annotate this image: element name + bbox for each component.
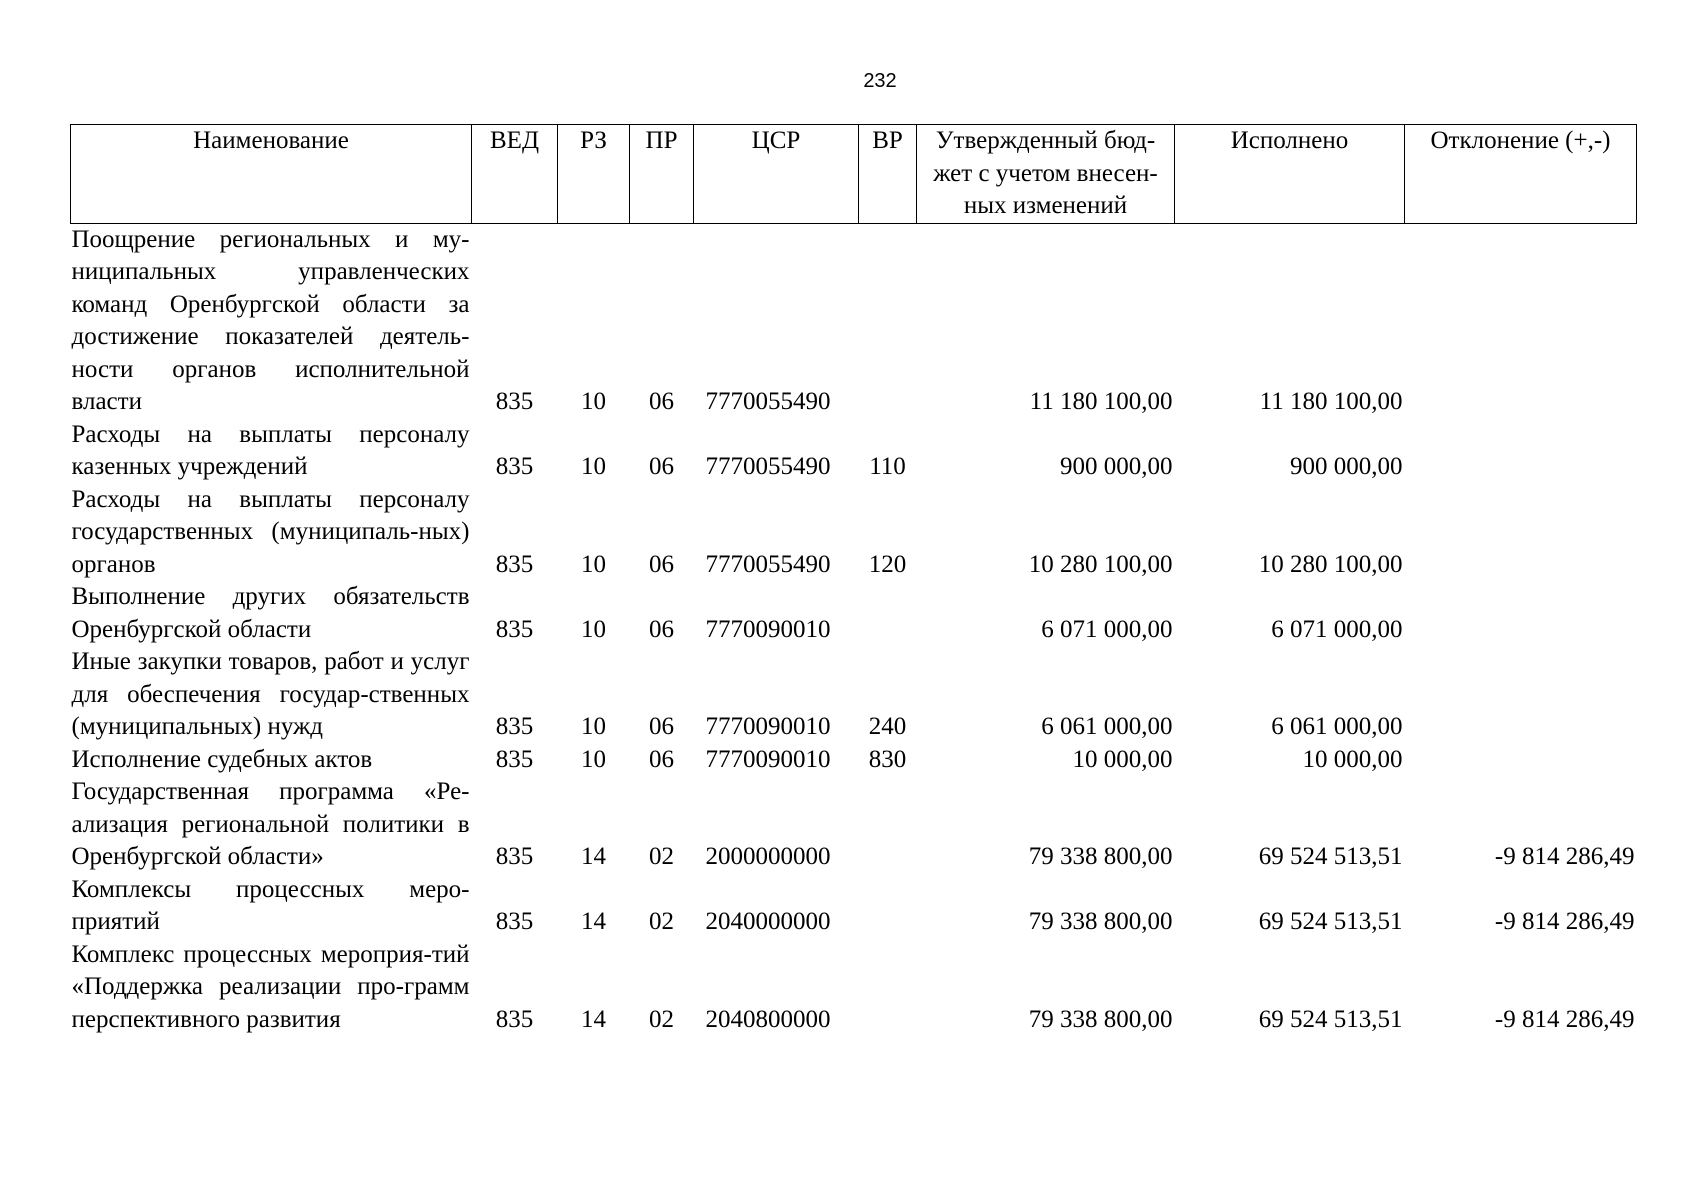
cell-rz: 14 xyxy=(581,1005,606,1033)
cell-csr: 7770055490 xyxy=(705,453,831,480)
header-pr: ПР xyxy=(630,125,694,224)
cell-deviation: -9 814 286,49 xyxy=(1494,908,1635,935)
cell-rz: 14 xyxy=(581,908,606,935)
cell-rz: 10 xyxy=(581,713,606,740)
cell-pr: 06 xyxy=(649,713,674,740)
header-rz: РЗ xyxy=(558,125,630,224)
cell-executed: 69 524 513,51 xyxy=(1258,908,1403,935)
cell-deviation xyxy=(1405,484,1637,582)
table-row xyxy=(71,776,1637,874)
cell-approved: 6 061 000,00 xyxy=(1041,713,1173,740)
cell-executed: 69 524 513,51 xyxy=(1258,1005,1403,1033)
cell-ved: 835 xyxy=(495,615,534,643)
cell-name: Комплекс процессных мероприя-тий «Поддержка реализации про-грамм перспективного развития xyxy=(71,940,470,1033)
cell-name: Государственная программа «Ре-ализация региональной политики в Оренбургской области» xyxy=(71,778,470,870)
cell-rz: 10 xyxy=(581,550,606,578)
cell-deviation: -9 814 286,49 xyxy=(1494,843,1635,870)
cell-deviation xyxy=(1405,419,1637,484)
cell-ved: 835 xyxy=(495,745,534,773)
cell-executed: 69 524 513,51 xyxy=(1258,843,1403,870)
cell-approved: 79 338 800,00 xyxy=(1028,843,1173,870)
cell-rz: 14 xyxy=(581,843,606,870)
cell-name: Комплексы процессных меро-приятий xyxy=(71,875,470,935)
cell-executed: 11 180 100,00 xyxy=(1259,388,1403,415)
cell-approved: 6 071 000,00 xyxy=(1041,615,1173,643)
cell-deviation: -9 814 286,49 xyxy=(1494,1005,1635,1033)
header-vr: ВР xyxy=(859,125,917,224)
table-row xyxy=(71,484,1637,582)
cell-csr: 2000000000 xyxy=(705,843,831,870)
table-row xyxy=(71,744,1637,777)
cell-rz: 10 xyxy=(581,615,606,643)
cell-pr: 06 xyxy=(649,615,674,643)
cell-csr: 2040800000 xyxy=(705,1005,831,1033)
cell-csr: 7770090010 xyxy=(705,713,831,740)
header-csr: ЦСР xyxy=(694,125,859,224)
cell-ved: 835 xyxy=(495,1005,534,1033)
cell-vr xyxy=(859,581,917,646)
cell-deviation xyxy=(1405,646,1637,744)
cell-pr: 06 xyxy=(649,453,674,480)
cell-rz: 10 xyxy=(581,453,606,480)
cell-executed: 6 061 000,00 xyxy=(1271,713,1403,740)
cell-vr: 240 xyxy=(868,713,907,740)
table-body xyxy=(71,223,1637,1036)
cell-vr xyxy=(859,776,917,874)
header-ved: ВЕД xyxy=(472,125,558,224)
cell-csr: 7770055490 xyxy=(705,388,831,415)
cell-approved: 10 280 100,00 xyxy=(1028,550,1173,578)
cell-rz: 10 xyxy=(581,745,606,773)
table-row xyxy=(71,874,1637,939)
cell-executed: 6 071 000,00 xyxy=(1271,615,1403,643)
cell-deviation xyxy=(1405,744,1637,777)
cell-csr: 7770090010 xyxy=(705,615,831,643)
cell-executed: 10 280 100,00 xyxy=(1258,550,1403,578)
cell-vr xyxy=(859,223,917,419)
cell-csr: 7770055490 xyxy=(705,550,831,578)
cell-pr: 02 xyxy=(649,908,674,935)
cell-approved: 11 180 100,00 xyxy=(1029,388,1173,415)
cell-approved: 10 000,00 xyxy=(1072,745,1173,773)
header-deviation: Отклонение (+,-) xyxy=(1405,125,1637,224)
cell-ved: 835 xyxy=(495,550,534,578)
header-approved: Утвержденный бюд-жет с учетом внесен-ных изменений xyxy=(917,125,1175,224)
table-row xyxy=(71,939,1637,1037)
cell-approved: 79 338 800,00 xyxy=(1028,1005,1173,1033)
cell-name: Расходы на выплаты персоналу казенных учреждений xyxy=(71,420,470,480)
table-row xyxy=(71,646,1637,744)
cell-approved: 79 338 800,00 xyxy=(1028,908,1173,935)
header-name: Наименование xyxy=(71,125,472,224)
cell-ved: 835 xyxy=(495,843,534,870)
cell-executed: 900 000,00 xyxy=(1290,453,1403,480)
cell-ved: 835 xyxy=(495,908,534,935)
cell-executed: 10 000,00 xyxy=(1302,745,1403,773)
cell-vr xyxy=(859,939,917,1037)
cell-pr: 06 xyxy=(649,745,674,773)
cell-name: Расходы на выплаты персоналу государственных (муниципаль-ных) органов xyxy=(71,485,470,578)
cell-name: Иные закупки товаров, работ и услуг для обеспечения государ-ственных (муниципальных) нужд xyxy=(71,648,470,740)
table-header xyxy=(71,125,1637,224)
cell-pr: 06 xyxy=(649,388,674,415)
page-number: 232 xyxy=(863,70,897,92)
cell-pr: 06 xyxy=(649,550,674,578)
table-row xyxy=(71,419,1637,484)
cell-ved: 835 xyxy=(495,453,534,480)
table-row xyxy=(71,581,1637,646)
cell-ved: 835 xyxy=(495,713,534,740)
table-row xyxy=(71,223,1637,419)
cell-vr xyxy=(859,874,917,939)
cell-name: Выполнение других обязательств Оренбургской области xyxy=(71,583,470,643)
cell-vr: 830 xyxy=(868,745,907,773)
cell-csr: 7770090010 xyxy=(705,745,831,773)
cell-pr: 02 xyxy=(649,843,674,870)
cell-vr: 120 xyxy=(868,550,907,578)
cell-deviation xyxy=(1405,223,1637,419)
header-executed: Исполнено xyxy=(1175,125,1405,224)
budget-table xyxy=(70,124,1637,1036)
cell-rz: 10 xyxy=(581,388,606,415)
cell-csr: 2040000000 xyxy=(705,908,831,935)
cell-name: Исполнение судебных актов xyxy=(71,745,373,773)
cell-vr: 110 xyxy=(869,453,906,480)
cell-deviation xyxy=(1405,581,1637,646)
cell-ved: 835 xyxy=(495,388,534,415)
cell-approved: 900 000,00 xyxy=(1060,453,1173,480)
cell-pr: 02 xyxy=(649,1005,674,1033)
cell-name: Поощрение региональных и му-ниципальных управленческих команд Оренбургской области за достижение показателей деятель-ности органов исполнительной власти xyxy=(71,225,470,415)
